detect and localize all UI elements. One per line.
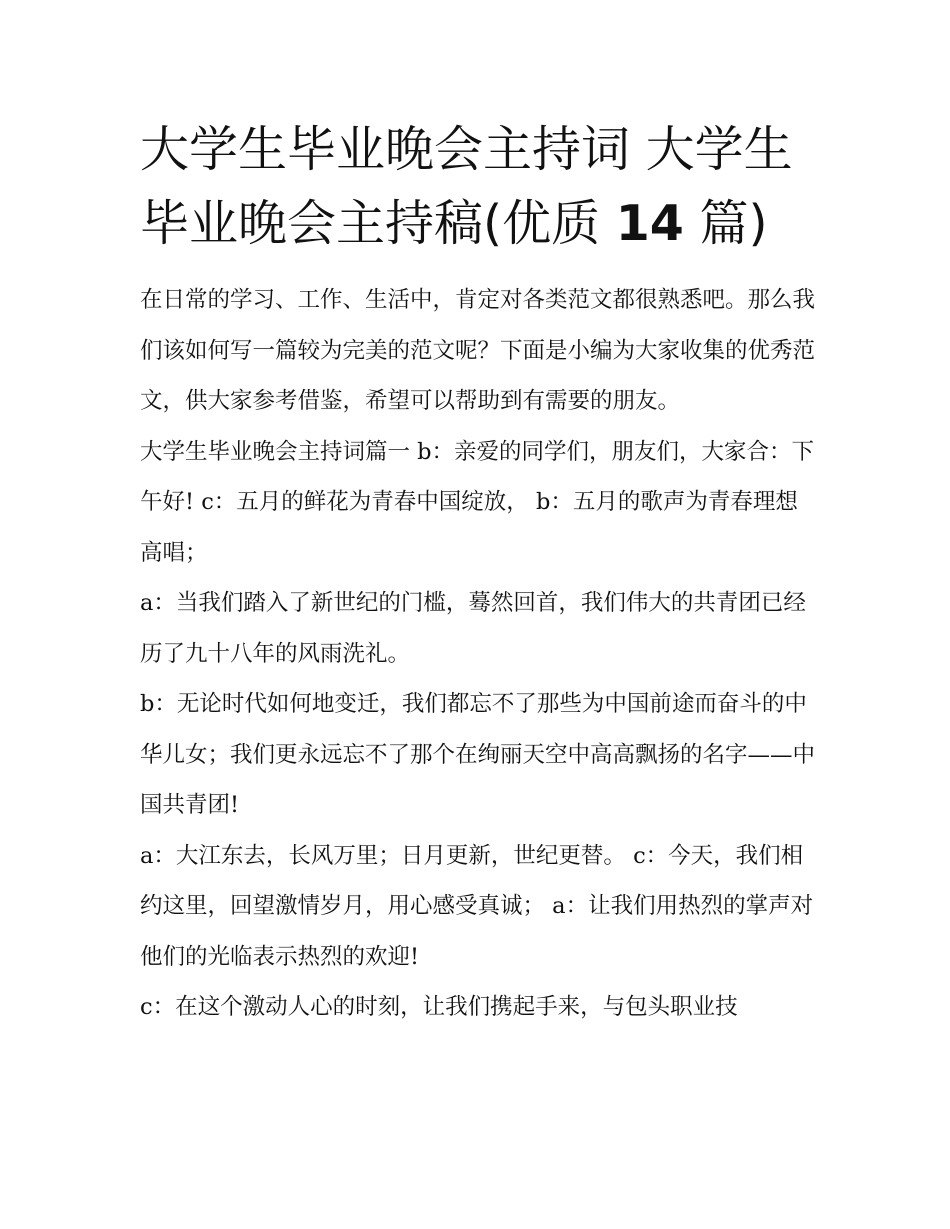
title-line-1: 大学生毕业晚会主持词 大学生 — [140, 121, 793, 178]
body-paragraph: a：当我们踏入了新世纪的门槛，蓦然回首，我们伟大的共青团已经历了九十八年的风雨洗礼。 — [140, 590, 806, 667]
intro-paragraph: 在日常的学习、工作、生活中，肯定对各类范文都很熟悉吧。那么我们该如何写一篇较为完美的范文呢？下面是小编为大家收集的优秀范文，供大家参考借鉴，希望可以帮助到有需要的朋友。 — [140, 287, 816, 414]
title-number: 14 — [615, 195, 684, 252]
document-title — [140, 113, 820, 261]
body-paragraph: 大学生毕业晚会主持词篇一 b：亲爱的同学们，朋友们，大家合：下午好! c：五月的鲜花为青春中国绽放， b：五月的歌声为青春理想高唱； — [140, 438, 815, 566]
body-paragraph: b：无论时代如何地变迁，我们都忘不了那些为中国前途而奋斗的中华儿女；我们更永远忘不了那个在绚丽天空中高高飘扬的名字——中国共青团! — [140, 691, 816, 818]
body-paragraph: a：大江东去，长风万里；日月更新，世纪更替。 c：今天，我们相约这里，回望激情岁月，用心感受真诚； a：让我们用热烈的掌声对他们的光临表示热烈的欢迎! — [140, 842, 814, 970]
title-line-2-suffix: 篇) — [683, 195, 768, 252]
body-paragraph: c：在这个激动人心的时刻，让我们携起手来，与包头职业技 — [140, 994, 738, 1020]
title-line-2-prefix: 毕业晚会主持稿(优质 — [140, 195, 616, 252]
document-body — [140, 275, 820, 1033]
